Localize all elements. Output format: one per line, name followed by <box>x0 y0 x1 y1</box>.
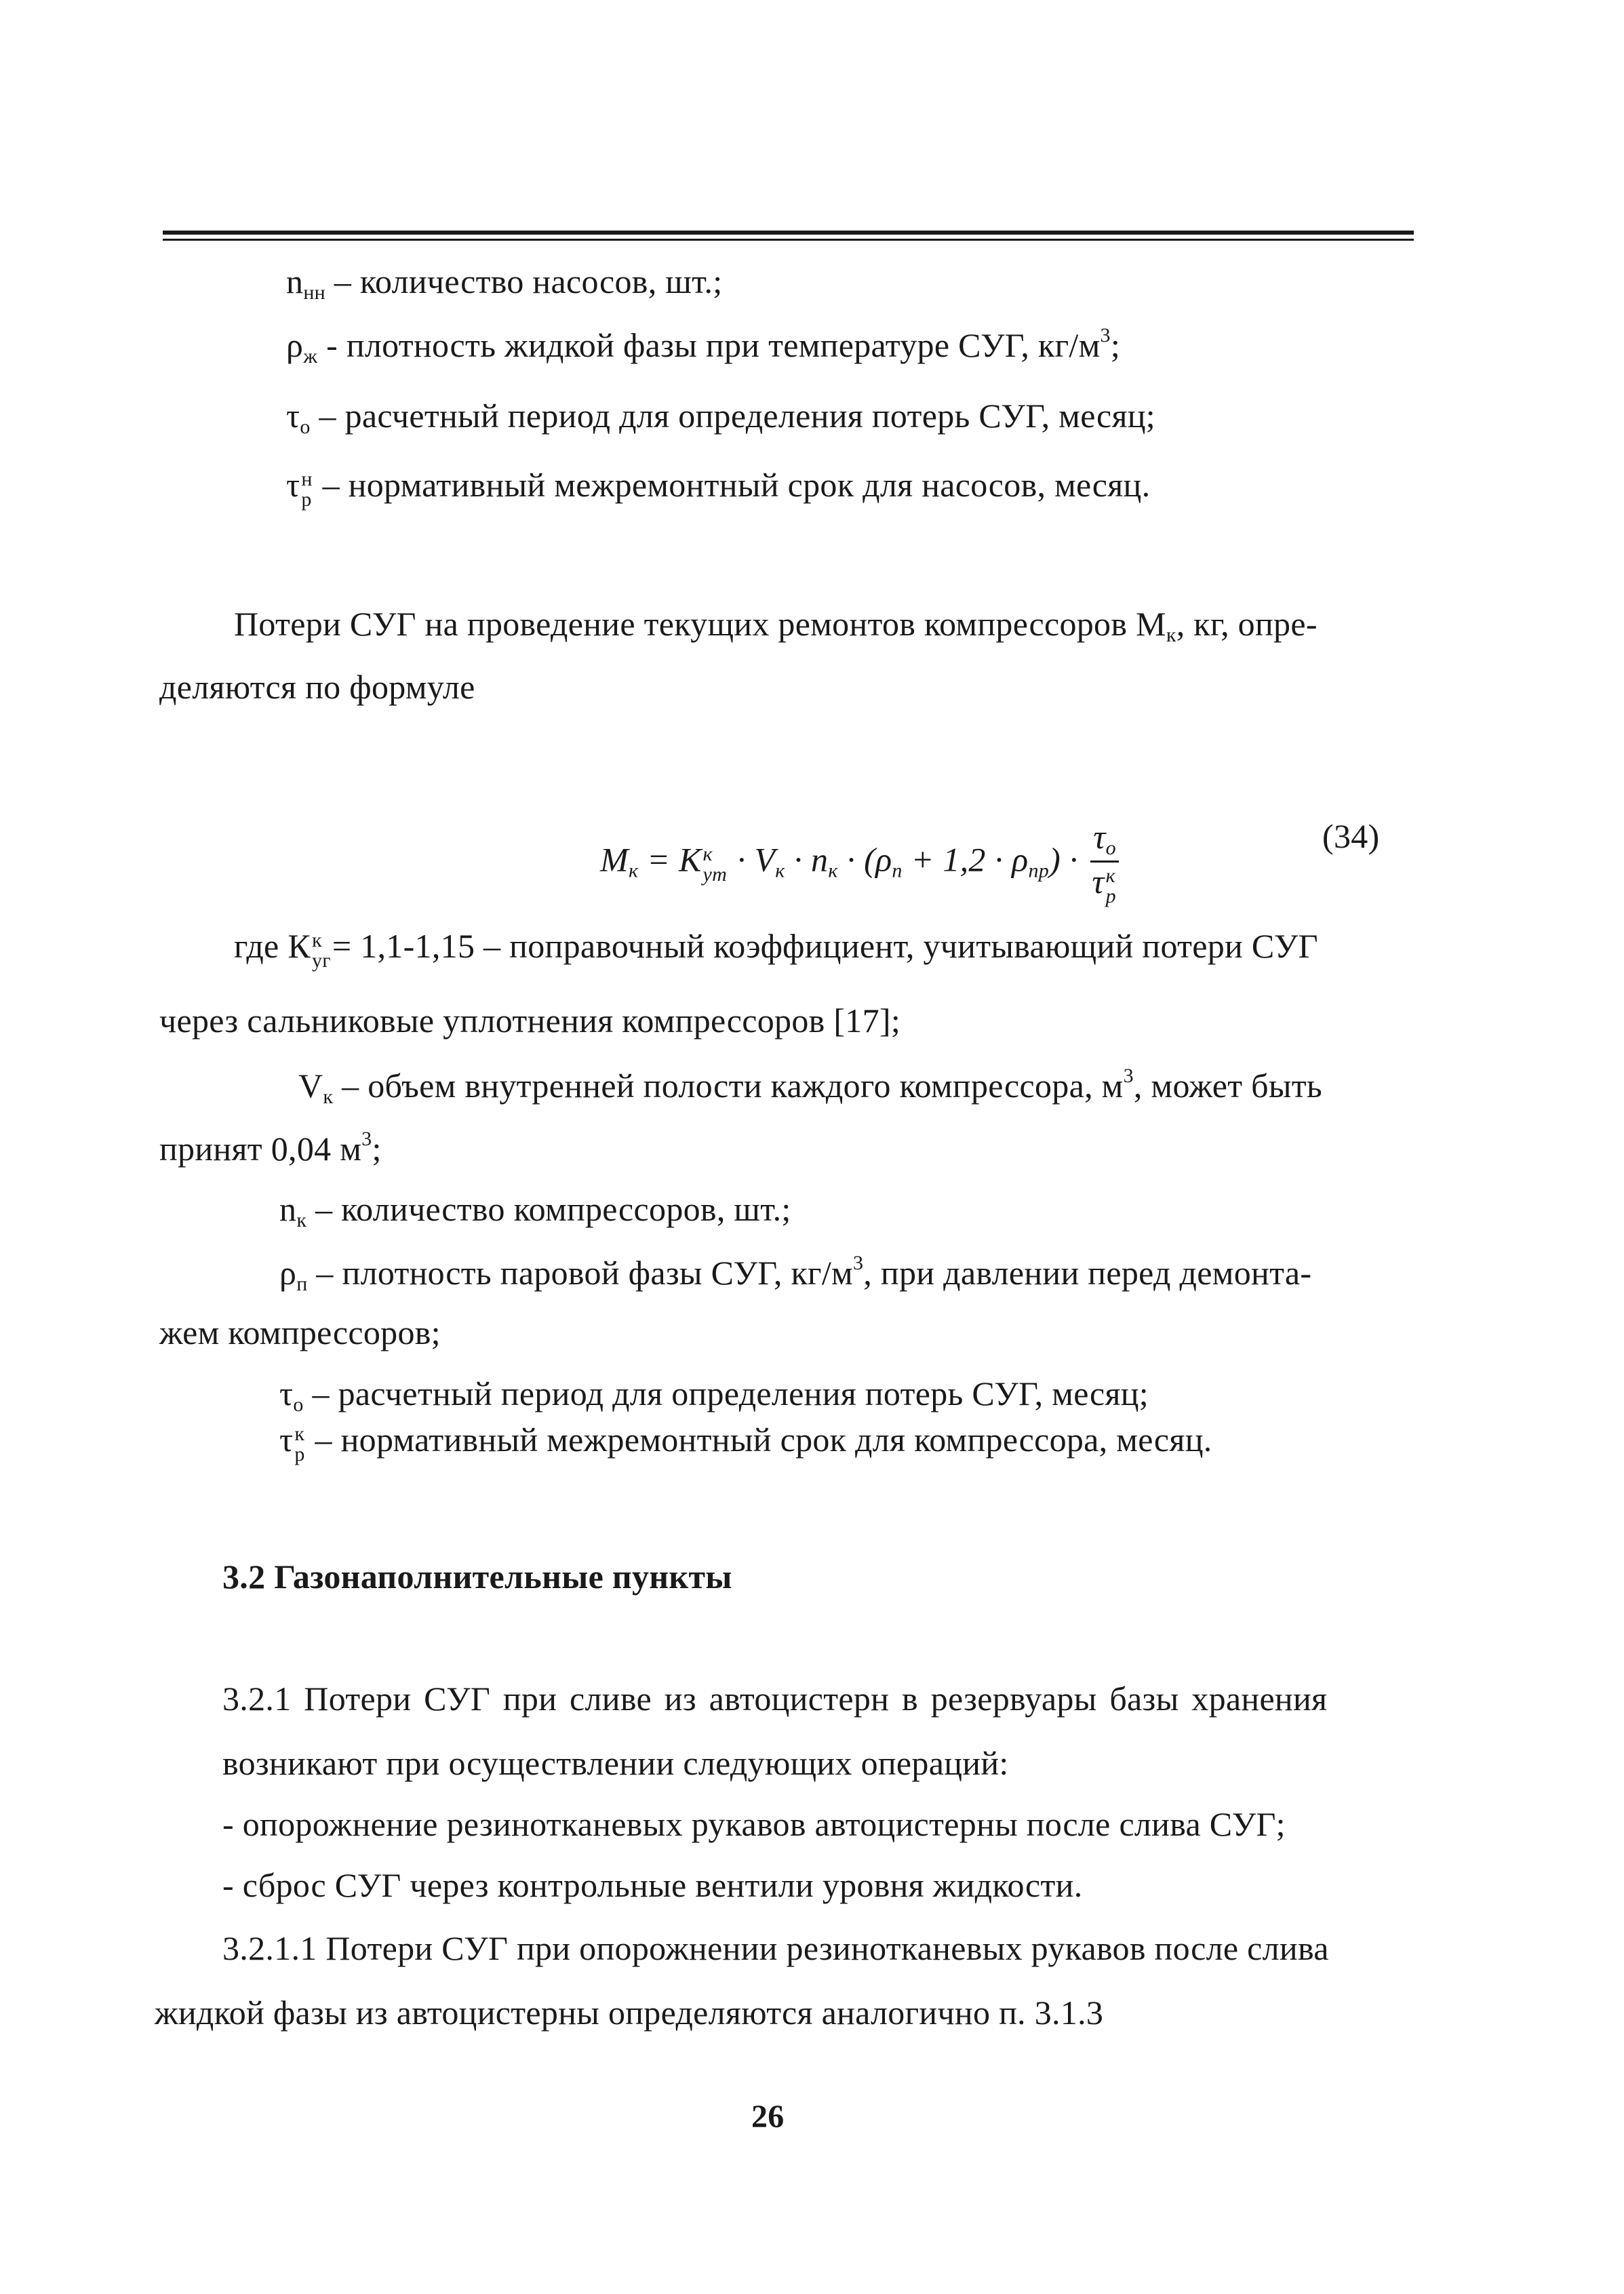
compressor-paragraph-line1: Потери СУГ на проведение текущих ремонтов компрессоров $М_к$, кг, опре- <box>234 605 1318 646</box>
page-number: 26 <box>751 2099 785 2135</box>
where-rho-line1: $\rho_п$ – плотность паровой фазы СУГ, $кг/м^3$, при давлении перед демонта- <box>279 1252 1312 1295</box>
section-heading: 3.2 Газонаполнительные пункты <box>222 1558 732 1596</box>
where-n-line: $n_к$ – количество компрессоров, шт.; <box>279 1190 791 1231</box>
var-liquid-density: $\rho_ж$ - плотность жидкой фазы при температуре СУГ, $кг/м^3$; <box>286 324 1121 368</box>
where-tau-r-line: τ к р – нормативный межремонтный срок для компрессора, месяц. <box>279 1421 1212 1465</box>
compressor-paragraph-line2: деляются по формуле <box>159 668 475 706</box>
formula-34: $М_к = К$ к ут · $V_к \cdot n_к \cdot (\rho_п + 1,2 \cdot \rho_{пр})$ · $\tau_о$ τ к р <box>600 819 1123 907</box>
section-bullet-1: - опорожнение резинотканевых рукавов автоцистерны после слива СУГ; <box>222 1805 1286 1843</box>
where-rho-line2: жем компрессоров; <box>159 1313 441 1351</box>
var-pump-repair-period: τ н р – нормативный межремонтный срок для насосов, месяц. <box>286 466 1151 511</box>
section-para2-line1: 3.2.1.1 Потери СУГ при опорожнении резинотканевых рукавов после слива <box>222 1929 1329 1967</box>
section-para1-line1: 3.2.1 Потери СУГ при сливе из автоцистерн в резервуары базы хранения <box>222 1680 1328 1718</box>
var-calc-period: $\tau_о$ – расчетный период для определения потерь СУГ, месяц; <box>286 397 1155 438</box>
section-bullet-2: - сброс СУГ через контрольные вентили уровня жидкости. <box>222 1866 1083 1904</box>
where-k-line1: где К к уг = 1,1-1,15 – поправочный коэффициент, учитывающий потери СУГ <box>234 927 1318 972</box>
var-pump-count: $n_{нн}$ – количество насосов, шт.; <box>286 262 723 304</box>
section-para2-line2: жидкой фазы из автоцистерны определяются аналогично п. 3.1.3 <box>155 1994 1104 2032</box>
section-para1-line2: возникают при осуществлении следующих операций: <box>222 1744 1009 1782</box>
where-tau-o-line: $\tau_о$ – расчетный период для определения потерь СУГ, месяц; <box>279 1375 1149 1416</box>
formula-fraction: $\tau_о$ τ к р <box>1090 819 1119 907</box>
where-k-line2: через сальниковые уплотнения компрессоров [17]; <box>159 1002 901 1040</box>
formula-number: (34) <box>1322 817 1380 855</box>
where-v-line1: $V_к$ – объем внутренней полости каждого компрессора, $м^3$, может быть <box>298 1065 1323 1108</box>
where-v-line2: принят 0,04 $м^3$; <box>159 1128 382 1168</box>
header-rule-top <box>163 231 1414 235</box>
header-rule-bottom <box>163 239 1414 241</box>
